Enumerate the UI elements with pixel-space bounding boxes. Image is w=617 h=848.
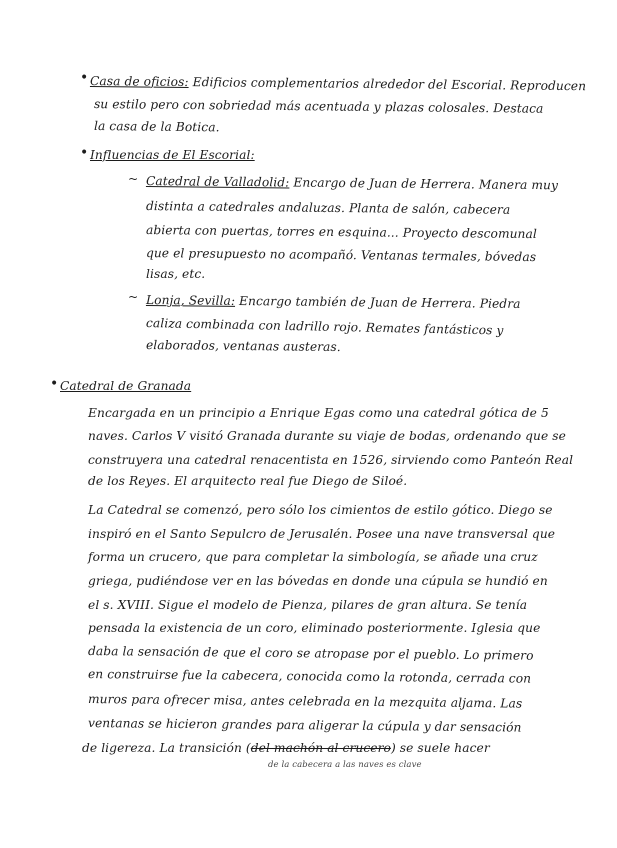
valladolid-line-3: abierta con puertas, torres en esquina... Proyecto descomunal — [145, 223, 537, 242]
valladolid-heading: Catedral de Valladolid: — [145, 174, 290, 190]
granada-p2-line-9: muros para ofrecer misa, antes celebrada en la mezquita aljama. Las — [87, 692, 523, 711]
granada-p1-line-3: construyera una catedral renacentista en 1526, sirviendo como Panteón Real — [88, 453, 574, 467]
lonja-heading: Lonja, Sevilla: — [145, 293, 236, 308]
influencias-heading: Influencias de El Escorial: — [90, 148, 255, 162]
lonja-line-2: caliza combinada con ladrillo rojo. Remates fantásticos y — [145, 316, 504, 338]
granada-p2-line-1: La Catedral se comenzó, pero sólo los cimientos de estilo gótico. Diego se — [88, 503, 553, 517]
granada-p2-line-2: inspiró en el Santo Sepulcro de Jerusalén. Posee una nave transversal que — [88, 527, 556, 541]
granada-p1-line-4: de los Reyes. El arquitecto real fue Diego de Siloé. — [88, 474, 408, 488]
lonja-line-3: elaborados, ventanas austeras. — [145, 338, 341, 355]
casa-heading: Casa de oficios: — [89, 74, 189, 90]
valladolid-line-1 — [146, 174, 558, 192]
granada-p2-line-3: forma un crucero, que para completar la simbología, se añade una cruz — [88, 550, 538, 564]
granada-last-start: de ligereza. La transición ( — [82, 741, 251, 755]
granada-heading: Catedral de Granada — [60, 379, 192, 393]
valladolid-marker: ~ — [128, 172, 139, 186]
granada-p1-line-1: Encargada en un principio a Enrique Egas como una catedral gótica de 5 — [88, 406, 549, 420]
valladolid-line-2: distinta a catedrales andaluzas. Planta de salón, cabecera — [145, 199, 511, 217]
valladolid-text: Encargo de Juan de Herrera. Manera muy — [293, 175, 559, 193]
granada-p2-line-8: en construirse fue la cabecera, conocida como la rotonda, cerrada con — [87, 667, 532, 686]
casa-line-1 — [90, 74, 586, 93]
valladolid-line-4: que el presupuesto no acompañó. Ventanas termales, bóvedas — [145, 246, 537, 265]
bullet-dot: • — [80, 70, 89, 86]
lonja-line-1 — [146, 293, 521, 311]
granada-p2-line-4: griega, pudiéndose ver en las bóvedas en donde una cúpula se hundió en — [88, 574, 548, 588]
lonja-marker: ~ — [128, 290, 139, 304]
granada-p2-line-5: el s. XVIII. Sigue el modelo de Pienza, pilares de gran altura. Se tenía — [88, 598, 528, 612]
granada-p1-line-2: naves. Carlos V visitó Granada durante su viaje de bodas, ordenando que se — [88, 429, 566, 443]
granada-last-end: ) se suele hacer — [390, 741, 490, 755]
granada-p2-last-line — [82, 741, 490, 755]
granada-struck-text: del machón al crucero — [250, 741, 391, 755]
granada-insert-note: de la cabecera a las naves es clave — [268, 760, 422, 770]
casa-line-2: su estilo pero con sobriedad más acentuada y plazas colosales. Destaca — [93, 97, 544, 116]
casa-line-3: la casa de la Botica. — [93, 119, 220, 135]
lonja-text: Encargo también de Juan de Herrera. Piedra — [238, 293, 521, 311]
bullet-dot: • — [80, 145, 89, 161]
valladolid-line-5: lisas, etc. — [146, 267, 206, 281]
bullet-dot: • — [50, 376, 59, 392]
casa-text: Edificios complementarios alrededor del Escorial. Reproducen — [192, 75, 587, 94]
granada-p2-line-6: pensada la existencia de un coro, eliminado posteriormente. Iglesia que — [88, 621, 541, 635]
granada-p2-line-10: ventanas se hicieron grandes para aligerar la cúpula y dar sensación — [87, 716, 522, 735]
granada-p2-line-7: daba la sensación de que el coro se atropase por el pueblo. Lo primero — [87, 644, 534, 663]
